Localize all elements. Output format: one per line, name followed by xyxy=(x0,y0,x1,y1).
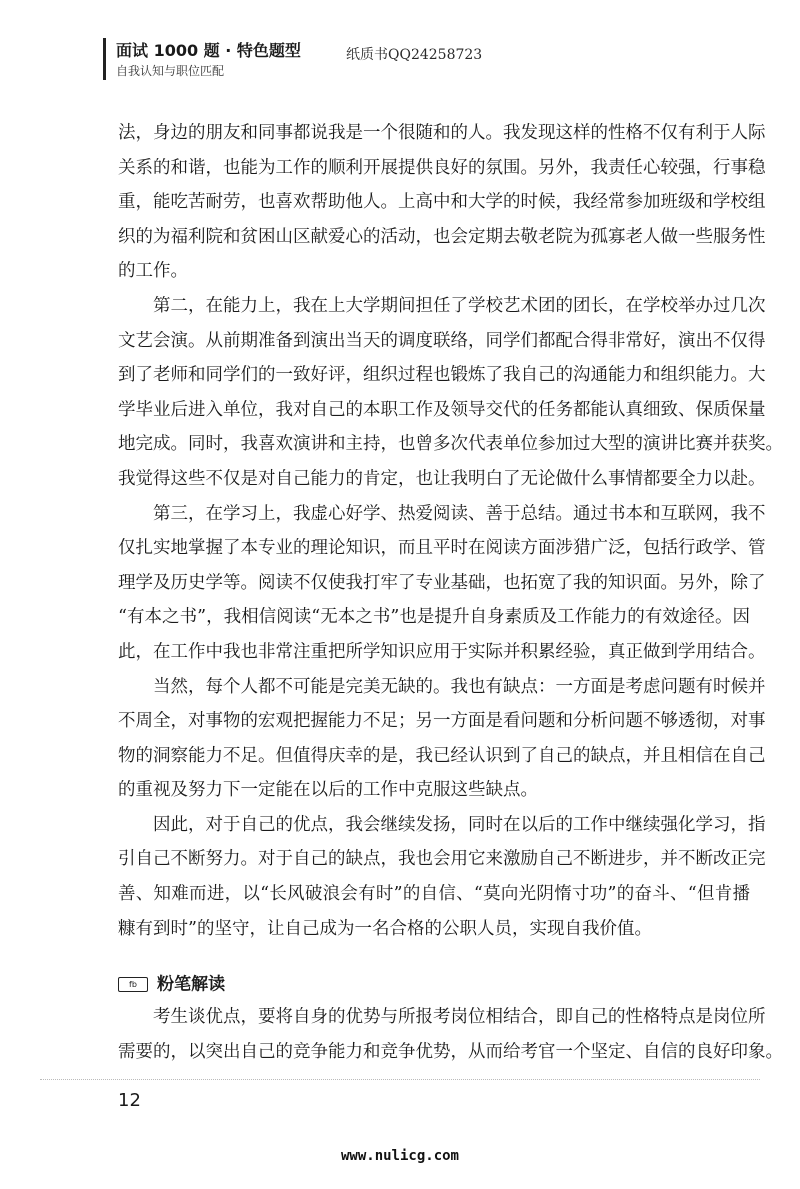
body-line: 法，身边的朋友和同事都说我是一个很随和的人。我发现这样的性格不仅有利于人际 xyxy=(118,123,766,143)
body-line: 此，在工作中我也非常注重把所学知识应用于实际并积累经验，真正做到学用结合。 xyxy=(118,641,766,662)
body-line: 的重视及努力下一定能在以后的工作中克服这些缺点。 xyxy=(118,780,538,801)
body-line: 第三，在学习上，我虚心好学、热爱阅读、善于总结。通过书本和互联网，我不 xyxy=(118,503,766,524)
body-line: 文艺会演。从前期准备到演出当天的调度联络，同学们都配合得非常好，演出不仅得 xyxy=(118,330,766,351)
body-line: 因此，对于自己的优点，我会继续发扬，同时在以后的工作中继续强化学习，指 xyxy=(118,814,766,835)
reading-line: 需要的，以突出自己的竞争能力和竞争优势，从而给考官一个坚定、自信的良好印象。 xyxy=(118,1041,783,1062)
chalk-icon: fb xyxy=(118,977,148,992)
footer-url: www.nulicg.com xyxy=(340,1148,459,1164)
chapter-subtitle: 自我认知与职位匹配 xyxy=(116,64,225,78)
body-line: 重，能吃苦耐劳，也喜欢帮助他人。上高中和大学的时候，我经常参加班级和学校组 xyxy=(118,192,766,213)
body-text xyxy=(118,116,783,946)
body-line: 地完成。同时，我喜欢演讲和主持，也曾多次代表单位参加过大型的演讲比赛并获奖。 xyxy=(118,434,783,455)
page-number: 12 xyxy=(118,1090,141,1111)
reading-line: 考生谈优点，要将自身的优势与所报考岗位相结合，即自己的性格特点是岗位所 xyxy=(118,1007,766,1027)
body-line: 善、知难而进，以“长风破浪会有时”的自信、“莫向光阴惰寸功”的奋斗、“但肯播 xyxy=(118,884,750,905)
body-line: 引自己不断努力。对于自己的缺点，我也会用它来激励自己不断进步，并不断改正完 xyxy=(118,849,766,870)
body-line: 织的为福利院和贫困山区献爱心的活动，也会定期去敬老院为孤寡老人做一些服务性 xyxy=(118,226,766,247)
header-bar xyxy=(103,38,106,80)
body-line: 学毕业后进入单位，我对自己的本职工作及领导交代的任务都能认真细致、保质保量 xyxy=(118,399,766,420)
body-line: 糠有到时”的坚守，让自己成为一名合格的公职人员，实现自我价值。 xyxy=(118,918,652,939)
body-line: 我觉得这些不仅是对自己能力的肯定，也让我明白了无论做什么事情都要全力以赴。 xyxy=(118,468,766,489)
body-line: 理学及历史学等。阅读不仅使我打牢了专业基础，也拓宽了我的知识面。另外，除了 xyxy=(118,572,766,593)
book-title: 面试 1000 题 · 特色题型 xyxy=(116,41,301,60)
page-divider xyxy=(40,1079,760,1080)
section-heading xyxy=(118,969,225,999)
section-title: 粉笔解读 xyxy=(157,974,226,995)
body-line: 物的洞察能力不足。但值得庆幸的是，我已经认识到了自己的缺点，并且相信在自己 xyxy=(118,745,766,766)
body-line: 关系的和谐，也能为工作的顺利开展提供良好的氛围。另外，我责任心较强，行事稳 xyxy=(118,157,766,178)
body-line: 的工作。 xyxy=(118,261,188,282)
reading-text xyxy=(118,1000,783,1069)
body-line: 当然，每个人都不可能是完美无缺的。我也有缺点：一方面是考虑问题有时候并 xyxy=(118,676,766,697)
body-line: 第二，在能力上，我在上大学期间担任了学校艺术团的团长，在学校举办过几次 xyxy=(118,295,766,316)
watermark-text: 纸质书QQ24258723 xyxy=(346,47,483,63)
body-line: 不周全，对事物的宏观把握能力不足；另一方面是看问题和分析问题不够透彻，对事 xyxy=(118,711,766,732)
body-line: 仅扎实地掌握了本专业的理论知识，而且平时在阅读方面涉猎广泛，包括行政学、管 xyxy=(118,538,766,559)
body-line: 到了老师和同学们的一致好评，组织过程也锻炼了我自己的沟通能力和组织能力。大 xyxy=(118,365,766,386)
body-line: “有本之书”，我相信阅读“无本之书”也是提升自身素质及工作能力的有效途径。因 xyxy=(118,607,750,628)
